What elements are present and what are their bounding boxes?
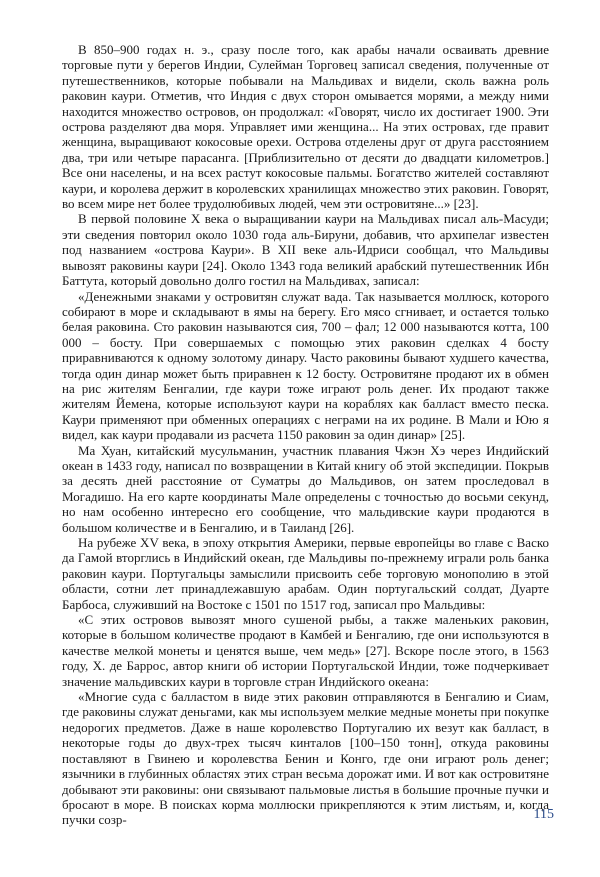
paragraph-suleiman: В 850–900 годах н. э., сразу после того, как арабы начали осваивать древние торговые пути у берегов Индии, Сулейман Торговец записал сведения, полученные от путешественников, которые побывали на Мальдивах и видели, сколь важна роль раковин каури. Отметив, что Индия с двух сторон омывается морями, а между ними находится множество островов, он продолжал: «Говорят, число их достигает 1900. Эти острова разделяют два моря. Управляет ими женщина... На этих островах, где правит женщина, выращивают кокосовые орехи. Острова отделены друг от друга расстоянием два, три или четыре парасанга. [Приблизительно от десяти до двадцати километров.] Все они населены, и на всех растут кокосовые пальмы. Богатство жителей составляют каури, и королева держит в королевских хранилищах множество этих раковин. Говорят, во всем мире нет более трудолюбивых людей, чем эти островитяне...» [23]. xyxy=(62,42,549,212)
quote-ibn-battuta: «Денежными знаками у островитян служат вада. Так называется моллюск, которого собирают в море и складывают в ямы на берегу. Его мясо сгнивает, и остается только белая раковина. Сто раковин называются сия, 700 – фал; 12 000 называются котта, 100 000 – босту. При совершаемых с помощью этих раковин сделках 4 босту приравниваются к одному золотому динару. Часто раковины бывают худшего качества, тогда один динар может быть приравнен к 12 босту. Островитяне продают их в обмен на рис жителям Бенгалии, где каури тоже играют роль денег. Их продают также жителям Йемена, которые используют каури на кораблях как балласт вместо песка. Каури применяют при обменных операциях с неграми на их родине. В Мали и Юю я видел, как каури продавали из расчета 1150 раковин за один динар» [25]. xyxy=(62,288,549,443)
paragraph-portuguese: На рубеже XV века, в эпоху открытия Америки, первые европейцы во главе с Васко да Гамой вторглись в Индийский океан, где Мальдивы по-прежнему играли роль банка раковин каури. Португальцы замыслили присвоить себе торговую монополию в этой области, сотни лет принадлежавшую арабам. Один португальский солдат, Дуарте Барбоса, служивший на Востоке с 1501 по 1517 год, записал про Мальдивы: xyxy=(62,535,549,612)
paragraph-al-masudi: В первой половине X века о выращивании каури на Мальдивах писал аль-Масуди; эти сведения повторил около 1030 года аль-Бируни, добавив, что архипелаг известен под названием «острова Каури». В XII веке аль-Идриси сообщал, что Мальдивы вывозят раковины каури [24]. Около 1343 года великий арабский путешественник Ибн Баттута, который довольно долго гостил на Мальдивах, записал: xyxy=(62,211,549,289)
quote-barbosa: «С этих островов вывозят много сушеной рыбы, а также маленьких раковин, которые в большом количестве продают в Камбей и Бенгалию, где они используются в качестве мелкой монеты и ценятся выше, чем медь» [27]. Вскоре после этого, в 1563 году, Х. де Баррос, автор книги об истории Португальской Индии, тоже подчеркивает значение мальдивских каури в торговле стран Индийского океана: xyxy=(62,612,549,689)
page-number: 115 xyxy=(533,807,554,822)
paragraph-ma-huan: Ма Хуан, китайский мусульманин, участник плавания Чжэн Хэ через Индийский океан в 1433 году, написал по возвращении в Китай книгу об этой экспедиции. Покрыв за десять дней расстояние от Суматры до Мальдивов, он затем проследовал в Могадишо. На его карте координаты Мале определены с точностью до восьми секунд, но нам особенно интересно его сообщение, что мальдивские каури продаются в большом количестве и в Бенгалию, и в Таиланд [26]. xyxy=(62,442,549,535)
page-text-block xyxy=(62,42,549,828)
quote-de-barros: «Многие суда с балластом в виде этих раковин отправляются в Бенгалию и Сиам, где раковины служат деньгами, как мы используем мелкие медные монеты при покупке недорогих предметов. Даже в наше королевство Португалию их везут как балласт, в некоторые годы до двух-трех тысяч кинталов [100–150 тонн], откуда раковины поставляют в Гвинею и королевства Бенин и Конго, где они играют роль денег; язычники в глубинных областях этих стран весьма дорожат ими. И вот как островитяне добывают эти раковины: они связывают пальмовые листья в большие прочные пучки и бросают в море. В поисках корма моллюски прикрепляются к этим листьям, и, когда пучки созр- xyxy=(62,689,549,828)
